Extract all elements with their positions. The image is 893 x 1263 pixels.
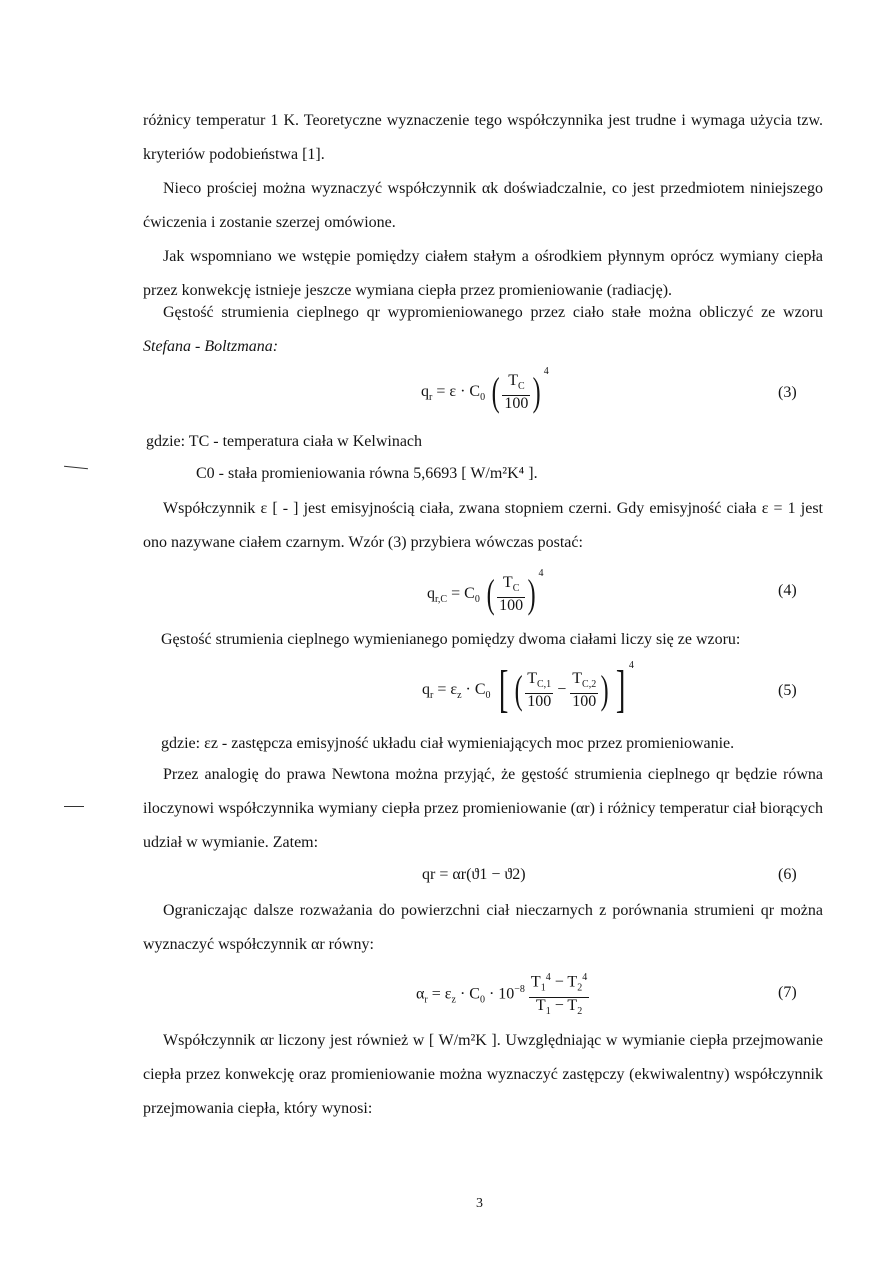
paragraph-4-name: Stefana - Boltzmana: — [143, 338, 279, 355]
equation-4: $q_{r,C} = C_0$ ( $\frac{T_C}{100}$ ) $^4$ — [427, 568, 544, 617]
equation-7-number: (7) — [778, 984, 797, 1001]
equation-7: $\alpha_r = \varepsilon_z \cdot C_0 \cdot 10^{-8}$ $\frac{T_1^4 - T_2^4}{T_1 - T_2}$ — [416, 972, 588, 1017]
paragraph-9: Współczynnik αr liczony jest również w [ W/m²K ]. Uwzględniając w wymianie ciepła przejmowanie ciepła przez konwekcję oraz promieniowanie można wyznaczyć zastępczy (ekwiwalentny) współczynnik przejmowania ciepła, który wynosi: — [143, 1032, 823, 1117]
equation-6-number: (6) — [778, 866, 797, 883]
equation-4-number: (4) — [778, 582, 797, 599]
paragraph-4-text: Gęstość strumienia cieplnego qr wypromieniowanego przez ciało stałe można obliczyć ze wzoru — [163, 304, 823, 321]
where-2: C0 - stała promieniowania równa 5,6693 [ W/m²K⁴ ]. — [196, 465, 538, 482]
paragraph-8: Ograniczając dalsze rozważania do powierzchni ciał nieczarnych z porównania strumieni qr można wyznaczyć współczynnik αr równy: — [143, 902, 823, 953]
paragraph-6: Gęstość strumienia cieplnego wymienianego pomiędzy dwoma ciałami liczy się ze wzoru: — [161, 631, 741, 648]
equation-5: $q_r = \varepsilon_z \cdot C_0$ [ ( $\frac{T_{C,1}}{100}$ − $\frac{T_{C,2}}{100}$ ) ] $^4$ — [422, 660, 634, 719]
scan-mark — [64, 466, 88, 470]
equation-3-number: (3) — [778, 384, 797, 401]
page-number: 3 — [476, 1196, 483, 1211]
equation-3: $q_r = \varepsilon \cdot C_0$ ( $\frac{T_C}{100}$ ) $^4$ — [421, 366, 549, 415]
where-1: gdzie: TC - temperatura ciała w Kelwinach — [146, 433, 423, 450]
paragraph-3: Jak wspomniano we wstępie pomiędzy ciałem stałym a ośrodkiem płynnym oprócz wymiany ciepła przez konwekcję istnieje jeszcze wymiana ciepła przez promieniowanie (radiację). — [143, 248, 823, 299]
paragraph-2: Nieco prościej można wyznaczyć współczynnik αk doświadczalnie, co jest przedmiotem niniejszego ćwiczenia i zostanie szerzej omówione. — [143, 180, 823, 231]
paragraph-5: Współczynnik ε [ - ] jest emisyjnością ciała, zwana stopniem czerni. Gdy emisyjność ciała ε = 1 jest ono nazywane ciałem czarnym. Wzór (3) przybiera wówczas postać: — [143, 500, 823, 551]
paragraph-1: różnicy temperatur 1 K. Teoretyczne wyznaczenie tego współczynnika jest trudne i wymaga użycia tzw. kryteriów podobieństwa [1]. — [143, 112, 823, 163]
paragraph-4 — [143, 296, 823, 364]
equation-6: qr = αr(ϑ1 − ϑ2) — [422, 866, 526, 883]
paragraph-7: Przez analogię do prawa Newtona można przyjąć, że gęstość strumienia cieplnego qr będzie równa iloczynowi współczynnika wymiany ciepła przez promieniowanie (αr) i różnicy temperatur ciał biorących udział w wymianie. Zatem: — [143, 766, 823, 851]
scan-mark — [64, 806, 84, 807]
equation-5-number: (5) — [778, 682, 797, 699]
where-3: gdzie: εz - zastępcza emisyjność układu ciał wymieniających moc przez promieniowanie. — [161, 735, 735, 752]
